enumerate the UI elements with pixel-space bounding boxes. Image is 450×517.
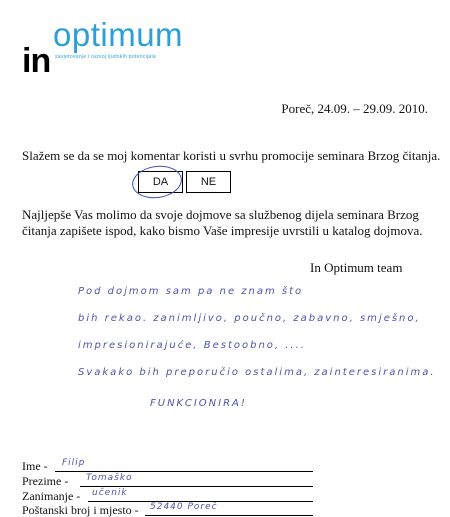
surname-underline xyxy=(80,486,313,487)
event-date: Poreč, 24.09. – 29.09. 2010. xyxy=(281,101,428,116)
company-logo xyxy=(22,14,242,80)
comment-line-5: FUNKCIONIRA! xyxy=(150,398,247,409)
postal-value[interactable]: 52440 Poreč xyxy=(150,502,218,512)
comment-line-2: bih rekao. zanimljivo, poučno, zabavno, smješno, xyxy=(78,313,421,324)
occupation-label: Zanimanje - xyxy=(22,489,81,503)
postal-label: Poštanski broj i mjesto - xyxy=(22,503,139,517)
surname-value[interactable]: Tomaško xyxy=(86,473,133,483)
name-value[interactable]: Filip xyxy=(62,458,86,468)
team-signature: In Optimum team xyxy=(310,260,403,275)
name-label: Ime - xyxy=(22,459,48,473)
selection-circle-mark xyxy=(130,163,184,202)
comment-line-3: impresionirajuće, Bestoobno, .... xyxy=(78,340,306,351)
surname-label: Prezime - xyxy=(22,474,69,488)
logo-optimum-text: optimum xyxy=(53,16,184,53)
option-da-checkbox[interactable]: DA xyxy=(138,171,183,193)
consent-question: Slažem se da se moj komentar koristi u svrhu promocije seminara Brzog čitanja. xyxy=(22,148,441,163)
logo-tagline: savjetovanje i razvoj ljudskih potencijala xyxy=(55,54,156,60)
occupation-value[interactable]: učenik xyxy=(92,488,128,498)
name-underline xyxy=(55,471,313,472)
logo-in-text: in xyxy=(22,42,51,80)
instruction-paragraph: Najljepše Vas molimo da svoje dojmove sa službenog dijela seminara Brzog čitanja zapišete ispod, kako bismo Vaše impresije uvrstili u katalog dojmova. xyxy=(22,207,423,238)
comment-line-4: Svakako bih preporučio ostalima, zainteresiranima. xyxy=(78,367,436,378)
option-ne-checkbox[interactable]: NE xyxy=(186,171,231,193)
comment-line-1: Pod dojmom sam pa ne znam što xyxy=(78,286,304,297)
